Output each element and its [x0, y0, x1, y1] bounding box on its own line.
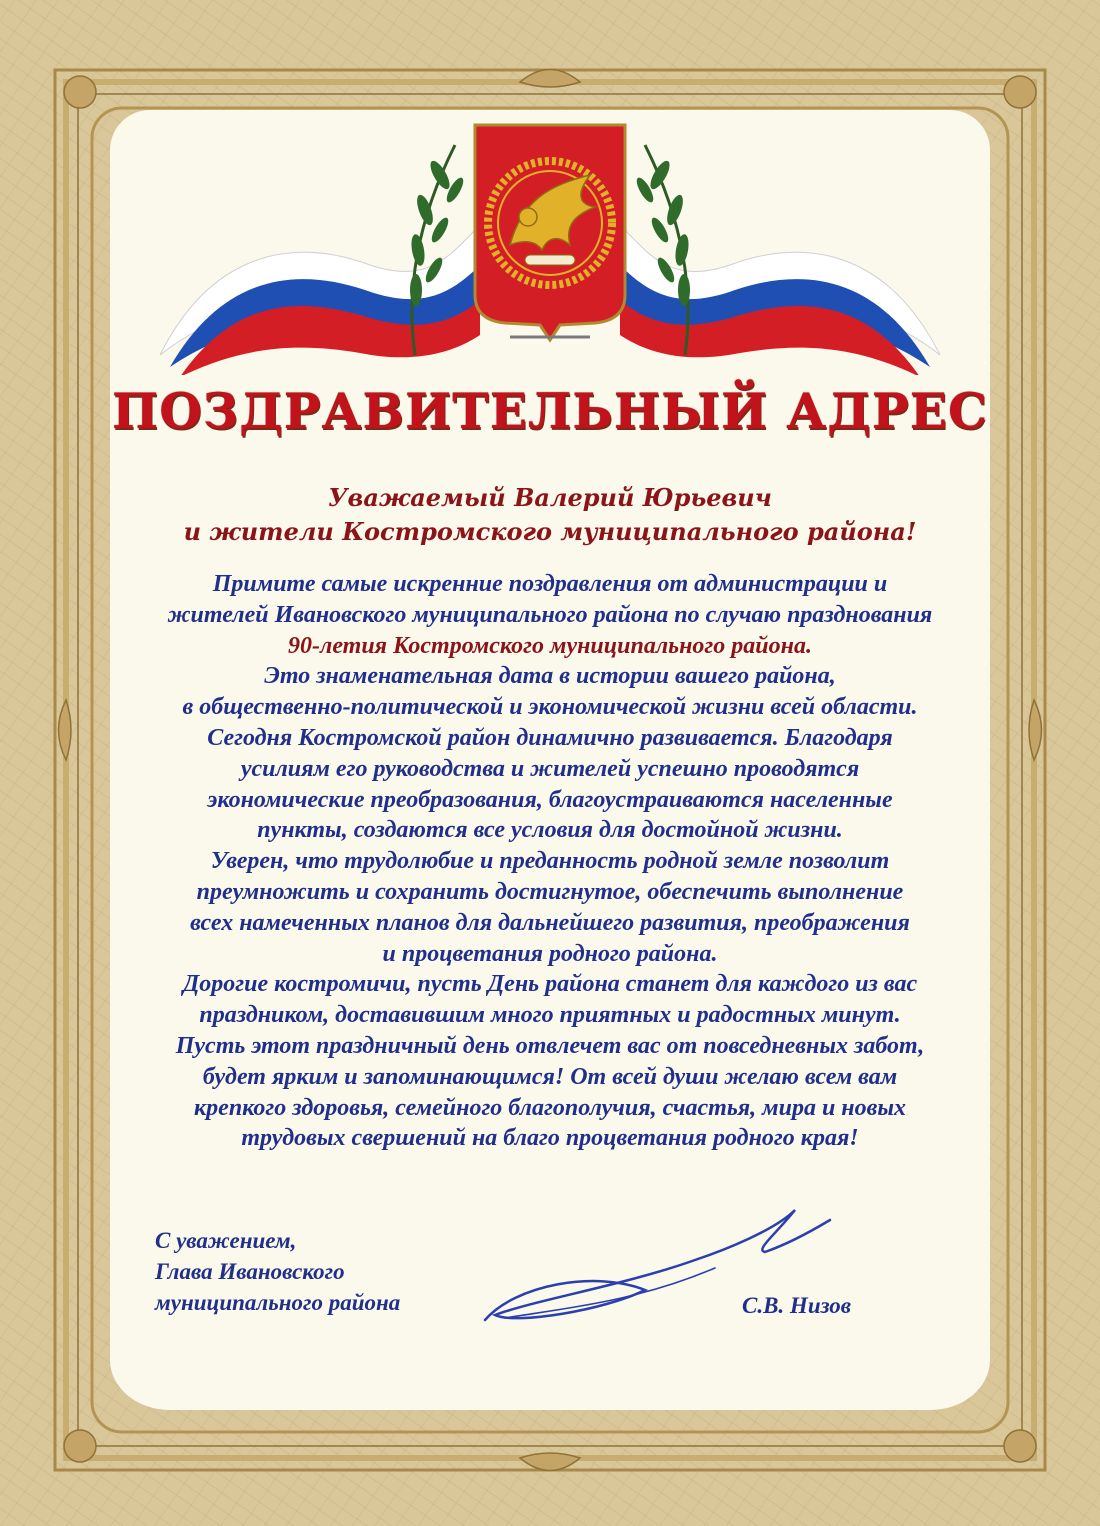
body-line: и процветания родного района.	[382, 940, 718, 967]
greeting-line-1: Уважаемый Валерий Юрьевич	[328, 483, 772, 512]
closing-line: С уважением,	[155, 1228, 297, 1253]
greeting-line-2: и жители Костромского муниципального района!	[183, 517, 917, 546]
closing-block	[155, 1225, 400, 1318]
emblem-header	[150, 105, 950, 375]
body-line: пункты, создаются все условия для достойной жизни.	[257, 817, 843, 844]
body-line: трудовых свершений на благо процветания родного края!	[241, 1125, 859, 1152]
body-line-anniversary: 90-летия Костромского муниципального района.	[288, 632, 812, 659]
body-line: жителей Ивановского муниципального района по случаю празднования	[167, 601, 933, 628]
body-line: будет ярким и запоминающимся! От всей души желаю всем вам	[202, 1063, 898, 1090]
coat-of-arms-icon	[475, 125, 625, 340]
closing-line: муниципального района	[155, 1290, 401, 1315]
body-line: всех намеченных планов для дальнейшего развития, преображения	[190, 909, 910, 936]
signer-name: С.В. Низов	[742, 1293, 852, 1318]
body-line: экономические преобразования, благоустраиваются населенные	[207, 786, 893, 813]
body-line: в общественно-политической и экономической жизни всей области.	[182, 694, 918, 721]
body-line: крепкого здоровья, семейного благополучия, счастья, мира и новых	[194, 1094, 906, 1121]
body-line: Дорогие костромичи, пусть День района станет для каждого из вас	[182, 971, 918, 998]
body-line: Примите самые искренние поздравления от администрации и	[212, 571, 888, 597]
body-line: усилиям его руководства и жителей успешно проводятся	[240, 755, 860, 782]
closing-line: Глава Ивановского	[155, 1259, 345, 1284]
page-title: ПОЗДРАВИТЕЛЬНЫЙ АДРЕС	[111, 382, 989, 440]
body-line: Это знаменательная дата в истории вашего района,	[264, 663, 836, 690]
body-line: Уверен, что трудолюбие и преданность родной земле позволит	[210, 848, 890, 875]
body-line: праздником, доставившим много приятных и радостных минут.	[199, 1002, 901, 1029]
body-line: преумножить и сохранить достигнутое, обеспечить выполнение	[196, 878, 904, 905]
body-line: Пусть этот праздничный день отвлечет вас от повседневных забот,	[175, 1032, 925, 1059]
letter-body	[92, 569, 1008, 1154]
body-line: Сегодня Костромской район динамично развивается. Благодаря	[207, 724, 893, 751]
